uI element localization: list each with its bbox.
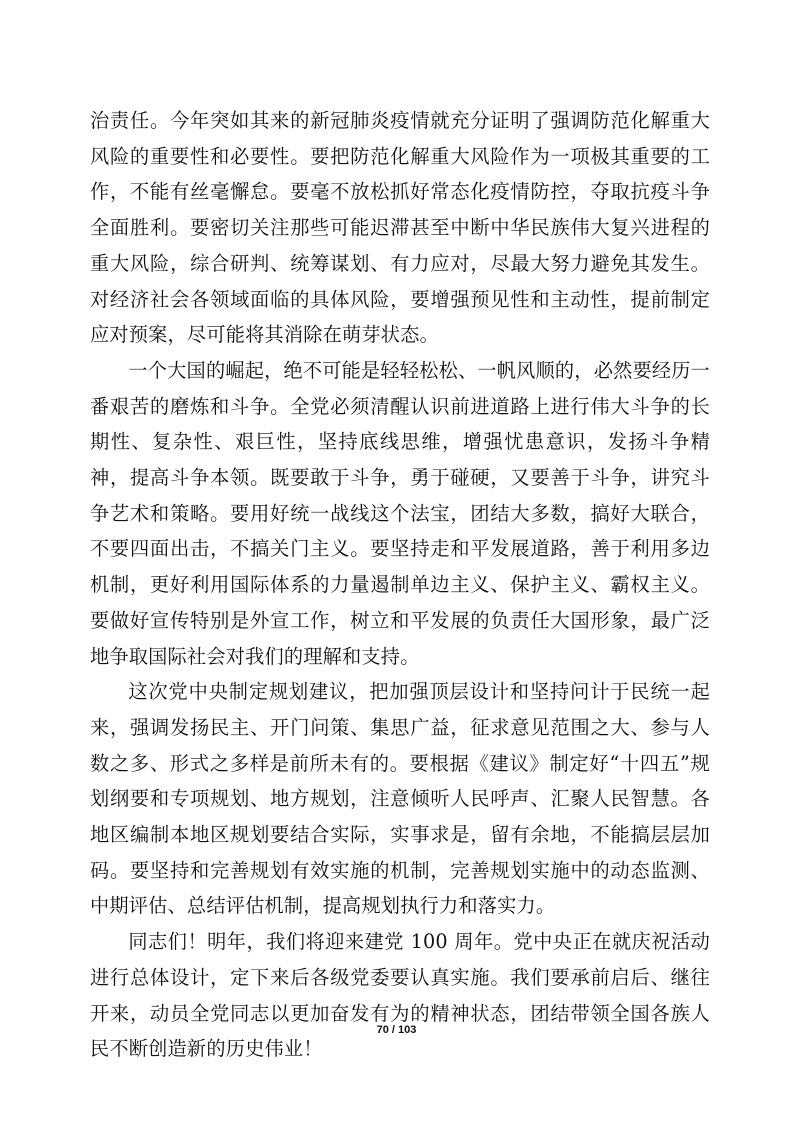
paragraph: 一个大国的崛起，绝不可能是轻轻松松、一帆风顺的，必然要经历一番艰苦的磨炼和斗争。全党必须清醒认识前进道路上进行伟大斗争的长期性、复杂性、艰巨性，坚持底线思维，增强忧患意识，发扬斗争精神，提高斗争本领。既要敢于斗争，勇于碰硬，又要善于斗争，讲究斗争艺术和策略。要用好统一战线这个法宝，团结大多数，搞好大联合，不要四面出击，不搞关门主义。要坚持走和平发展道路，善于利用多边机制，更好利用国际体系的力量遏制单边主义、保护主义、霸权主义。要做好宣传特别是外宣工作，树立和平发展的负责任大国形象，最广泛地争取国际社会对我们的理解和支持。 (90, 358, 711, 668)
paragraph-continued: 治责任。今年突如其来的新冠肺炎疫情就充分证明了强调防范化解重大风险的重要性和必要性。要把防范化解重大风险作为一项极其重要的工作，不能有丝毫懈怠。要毫不放松抓好常态化疫情防控，夺取抗疫斗争全面胜利。要密切关注那些可能迟滞甚至中断中华民族伟大复兴进程的重大风险，综合研判、统筹谋划、有力应对，尽最大努力避免其发生。对经济社会各领域面临的具体风险，要增强预见性和主动性，提前制定应对预案，尽可能将其消除在萌芽状态。 (90, 109, 710, 347)
page-number: 70 / 103 (376, 1024, 417, 1036)
paragraph: 同志们！明年，我们将迎来建党 100 周年。党中央正在就庆祝活动进行总体设计，定下来后各级党委要认真实施。我们要承前启后、继往开来，动员全党同志以更加奋发有为的精神状态，团结带领全国各族人民不断创造新的历史伟业！ (90, 930, 710, 1061)
document-body (90, 103, 710, 1067)
paragraph: 这次党中央制定规划建议，把加强顶层设计和坚持问计于民统一起来，强调发扬民主、开门问策、集思广益，征求意见范围之大、参与人数之多、形式之多样是前所未有的。要根据《建议》制定好“十四五”规划纲要和专项规划、地方规划，注意倾听人民呼声、汇聚人民智慧。各地区编制本地区规划要结合实际，实事求是，留有余地，不能搞层层加码。要坚持和完善规划有效实施的机制，完善规划实施中的动态监测、中期评估、总结评估机制，提高规划执行力和落实力。 (90, 680, 710, 918)
